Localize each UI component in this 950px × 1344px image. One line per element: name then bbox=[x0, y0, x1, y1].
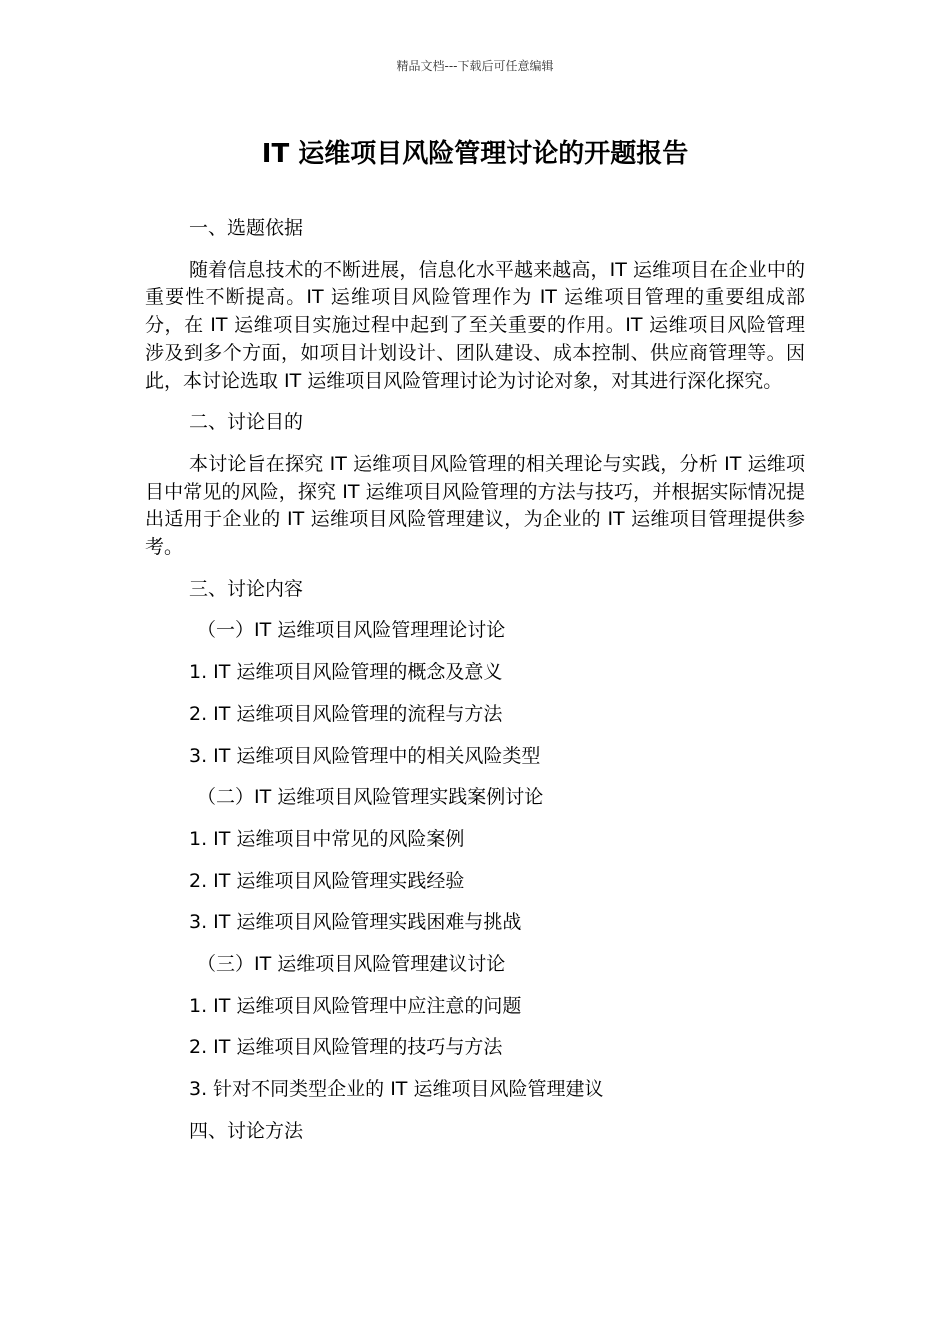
subsection-heading-3: （三）IT 运维项目风险管理建议讨论 bbox=[197, 953, 506, 976]
header-note: 精品文档---下载后可任意编辑 bbox=[396, 59, 554, 73]
list-item: 1. IT 运维项目风险管理中应注意的问题 bbox=[189, 994, 522, 1017]
section-paragraph-2: 本讨论旨在探究 IT 运维项目风险管理的相关理论与实践，分析 IT 运维项目中常见的风险，探究 IT 运维项目风险管理的方法与技巧，并根据实际情况提出适用于企业的 IT 运维项目风险管理建议，为企业的 IT 运维项目管理提供参考。 bbox=[145, 452, 805, 559]
document-body bbox=[145, 215, 805, 1160]
section-paragraph-1: 随着信息技术的不断进展，信息化水平越来越高，IT 运维项目在企业中的重要性不断提高。IT 运维项目风险管理作为 IT 运维项目管理的重要组成部分，在 IT 运维项目实施过程中起到了至关重要的作用。IT 运维项目风险管理涉及到多个方面，如项目计划设计、团队建设、成本控制、供应商管理等。因此，本讨论选取 IT 运维项目风险管理讨论为讨论对象，对其进行深化探究。 bbox=[145, 258, 805, 392]
document-title: IT 运维项目风险管理讨论的开题报告 bbox=[261, 139, 689, 169]
subsection-heading-2: （二）IT 运维项目风险管理实践案例讨论 bbox=[197, 786, 544, 809]
section-heading-1: 一、选题依据 bbox=[189, 217, 304, 239]
list-item: 3. IT 运维项目风险管理实践困难与挑战 bbox=[189, 911, 522, 934]
section-heading-4: 四、讨论方法 bbox=[189, 1119, 304, 1142]
list-item: 2. IT 运维项目风险管理的技巧与方法 bbox=[189, 1036, 503, 1059]
section-heading-2: 二、讨论目的 bbox=[189, 411, 304, 434]
list-item: 1. IT 运维项目中常见的风险案例 bbox=[189, 827, 465, 850]
section-heading-3: 三、讨论内容 bbox=[189, 577, 304, 600]
subsection-heading-1: （一）IT 运维项目风险管理理论讨论 bbox=[197, 619, 506, 642]
list-item: 3. 针对不同类型企业的 IT 运维项目风险管理建议 bbox=[189, 1078, 604, 1101]
list-item: 2. IT 运维项目风险管理实践经验 bbox=[189, 869, 465, 892]
list-item: 2. IT 运维项目风险管理的流程与方法 bbox=[189, 702, 503, 725]
list-item: 3. IT 运维项目风险管理中的相关风险类型 bbox=[189, 744, 541, 767]
list-item: 1. IT 运维项目风险管理的概念及意义 bbox=[189, 661, 503, 684]
